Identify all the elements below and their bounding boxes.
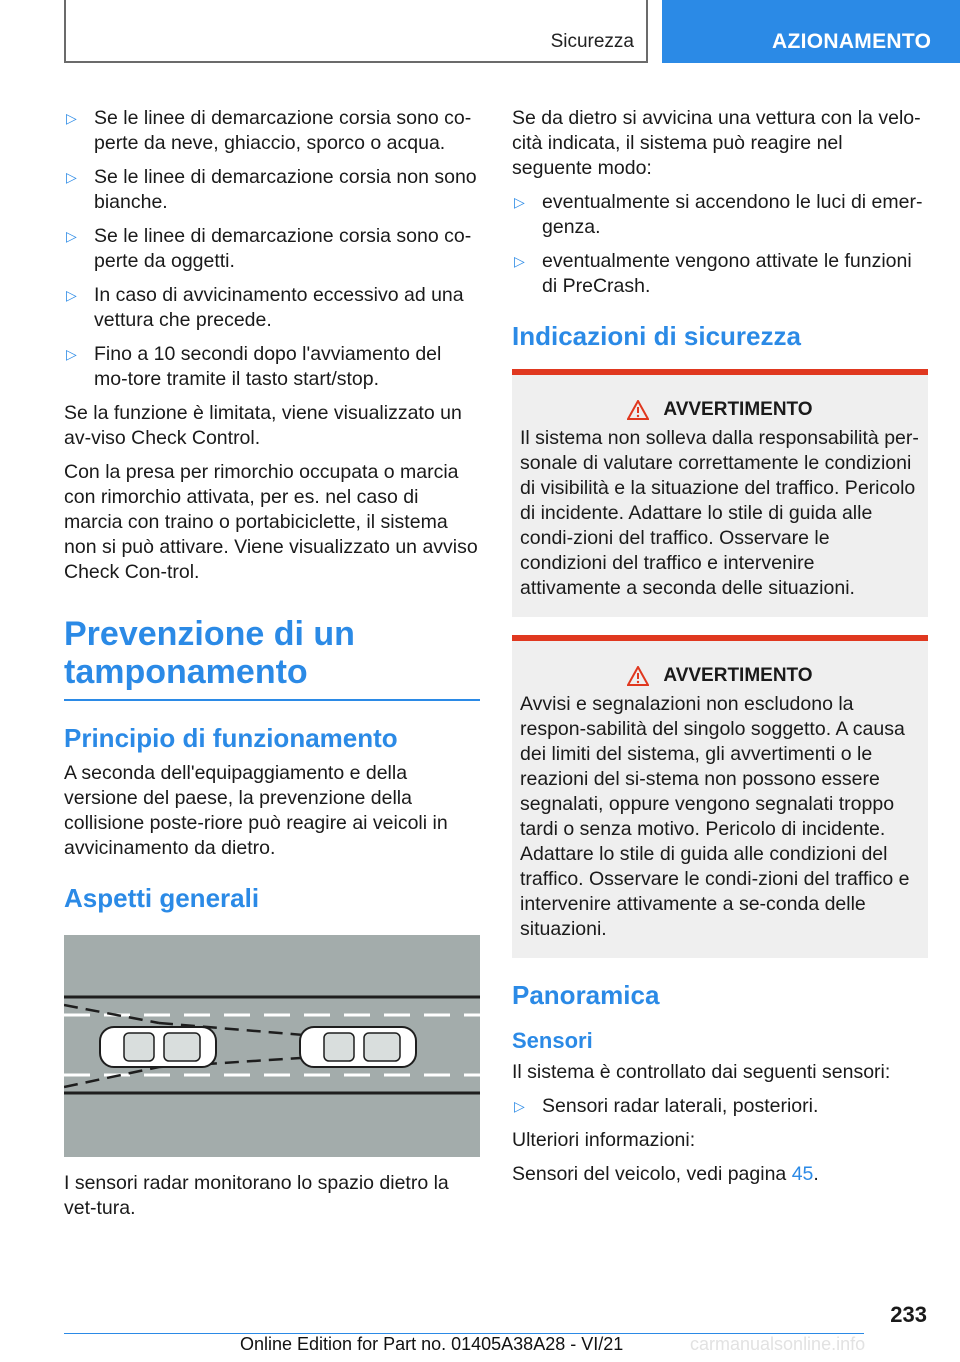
right-column [512,106,928,1196]
heading-safety: Indicazioni di sicurezza [512,321,801,351]
heading-sensors: Sensori [512,1028,593,1053]
header-section-label: Sicurezza [550,31,634,52]
page-title: Prevenzione di un tamponamento [64,615,480,701]
header-section-tab [64,0,648,63]
list-item: ▷ Se le linee di demarcazione corsia sono co-perte da oggetti. [66,225,472,272]
bullet-triangle-icon: ▷ [514,194,525,210]
page-reference-link[interactable]: 45 [791,1163,814,1185]
bullet-triangle-icon: ▷ [66,169,77,185]
footer-watermark: carmanualsonline.info [690,1334,866,1354]
cars-radar-icon [64,935,480,1157]
bullet-triangle-icon: ▷ [66,346,77,362]
paragraph-intro: Se da dietro si avvicina una vettura con la velo-cità indicata, il sistema può reagire nel seguente modo: [512,107,921,179]
warning-box [512,635,928,958]
warning-header [520,397,920,422]
warning-title: AVVERTIMENTO [663,665,813,686]
bullet-triangle-icon: ▷ [514,1098,525,1114]
bullet-triangle-icon: ▷ [66,287,77,303]
warning-box [512,369,928,617]
warning-triangle-icon [627,400,649,420]
warning-text: Il sistema non solleva dalla responsabilità per-sonale di valutare correttamente le condizioni di visibilità e la situazione del traffico. Pericolo di incidente. Adattare lo stile di guida alle condi-zioni del traffico. Osservare le condizioni del traffico e intervenire attivamente a seconda delle situazioni. [520,427,919,599]
warning-header [520,663,920,688]
bullet-triangle-icon: ▷ [514,253,525,269]
warning-text: Avvisi e segnalazioni non escludono la respon-sabilità del singolo soggetto. A causa dei limiti del sistema, gli avvertimenti o le reazioni del si-stema non possono essere segnalati, oppure vengono segnalati troppo tardi o senza motivo. Pericolo di incidente. Adattare lo stile di guida alle condizioni del traffico. Osservare le condi-zioni del traffico e intervenire attivamente a se-conda delle situazioni. [520,693,910,940]
warning-triangle-icon [627,666,649,686]
bullet-triangle-icon: ▷ [66,110,77,126]
footer-edition: Online Edition for Part no. 01405A38A28 - VI/21 [240,1334,624,1354]
list-item: ▷ eventualmente si accendono le luci di emer-genza. [514,191,923,238]
paragraph-more-info: Ulteriori informazioni: [512,1129,696,1151]
paragraph-reference: Sensori del veicolo, vedi pagina 45. [512,1163,819,1185]
paragraph-limited: Se la funzione è limitata, viene visualizzato un av-viso Check Control. [64,402,462,449]
paragraph-trailer: Con la presa per rimorchio occupata o marcia con rimorchio attivata, per es. nel caso di marcia con traino o portabiciclette, il sistema non si può attivare. Viene visualizzato un avviso Check Con-trol. [64,461,478,583]
paragraph-principle: A seconda dell'equipaggiamento e della versione del paese, la prevenzione della collisione poste-riore può reagire ai veicoli in avvicinamento da dietro. [64,762,448,859]
list-item: ▷ Se le linee di demarcazione corsia non sono bianche. [66,166,477,213]
list-item: ▷ eventualmente vengono attivate le funzioni di PreCrash. [514,250,912,297]
page-number: 233 [890,1302,927,1327]
warning-title: AVVERTIMENTO [663,399,813,420]
illustration-caption: I sensori radar monitorano lo spazio dietro la vet-tura. [64,1172,449,1219]
list-item: ▷ Sensori radar laterali, posteriori. [514,1095,819,1117]
list-item: ▷ Fino a 10 secondi dopo l'avviamento del mo-tore tramite il tasto start/stop. [66,343,442,390]
heading-general: Aspetti generali [64,883,260,913]
bullet-triangle-icon: ▷ [66,228,77,244]
left-column [64,106,480,1230]
list-item: ▷ Se le linee di demarcazione corsia sono co-perte da neve, ghiaccio, sporco o acqua. [66,107,472,154]
radar-illustration [64,935,480,1157]
paragraph-sensors: Il sistema è controllato dai seguenti sensori: [512,1061,891,1083]
heading-overview: Panoramica [512,980,660,1010]
header-chapter-tab [662,0,960,63]
header-chapter-label: AZIONAMENTO [772,30,932,53]
list-item: ▷ In caso di avvicinamento eccessivo ad una vettura che precede. [66,284,464,331]
heading-principle: Principio di funzionamento [64,723,398,753]
